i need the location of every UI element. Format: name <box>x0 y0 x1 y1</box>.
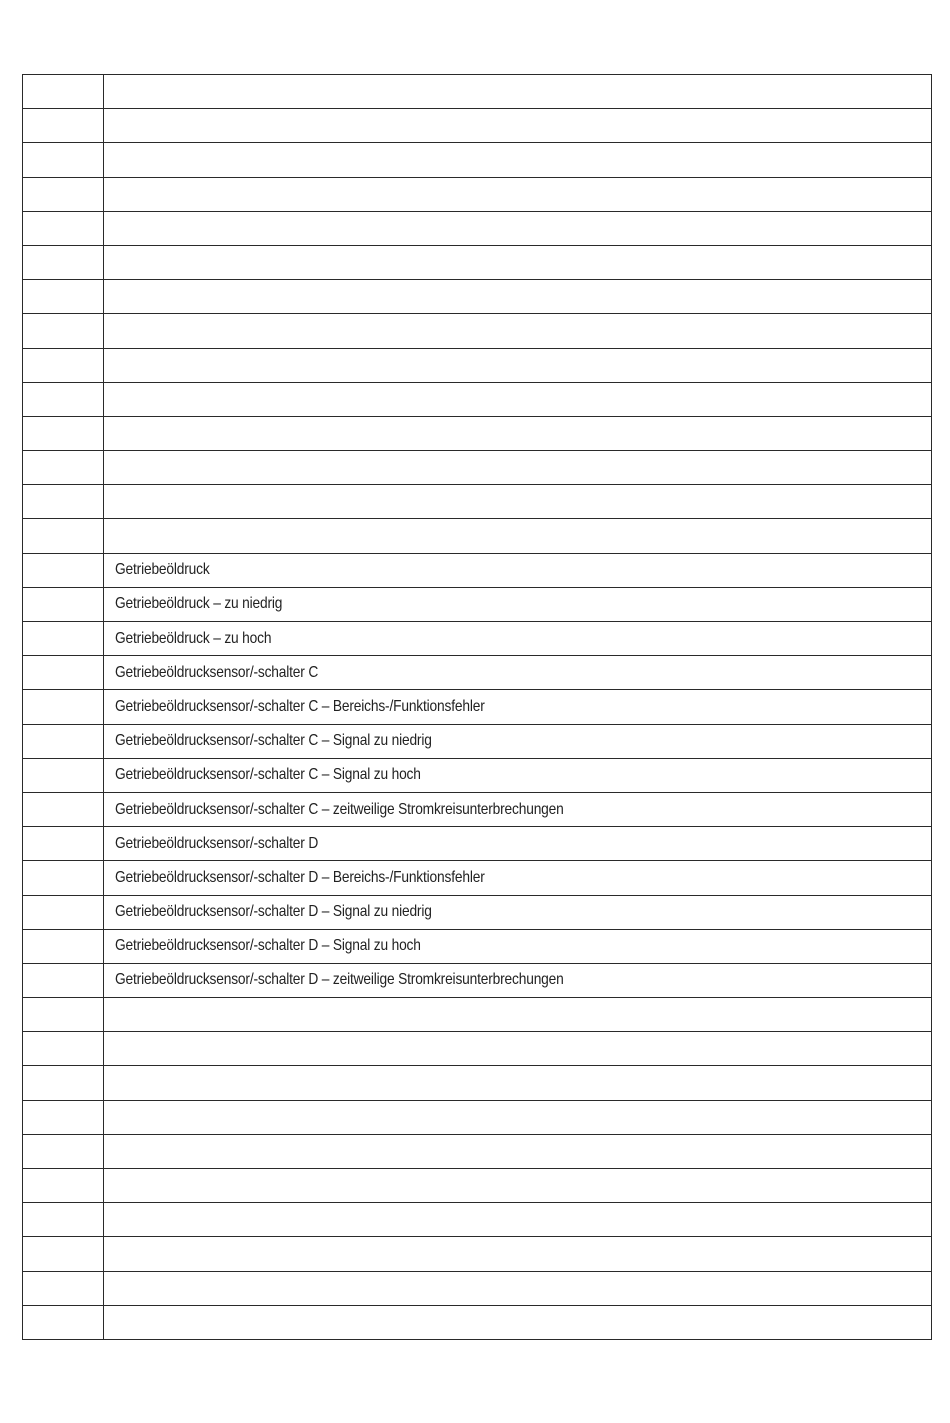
description-text: Getriebeöldrucksensor/-schalter D – Bereichs-/Funktionsfehler <box>115 868 485 886</box>
code-cell <box>23 177 104 211</box>
code-cell <box>23 348 104 382</box>
description-cell <box>104 1271 932 1305</box>
description-cell <box>104 1203 932 1237</box>
table-row <box>23 963 932 997</box>
description-cell <box>104 245 932 279</box>
description-cell <box>104 1305 932 1339</box>
table-row <box>23 1100 932 1134</box>
description-cell <box>104 895 932 929</box>
description-cell <box>104 827 932 861</box>
description-cell <box>104 314 932 348</box>
code-cell <box>23 280 104 314</box>
description-text: Getriebeöldrucksensor/-schalter D <box>115 834 319 852</box>
code-cell <box>23 553 104 587</box>
table-row <box>23 1203 932 1237</box>
description-cell <box>104 416 932 450</box>
table-row <box>23 553 932 587</box>
description-text: Getriebeöldrucksensor/-schalter D – Signal zu hoch <box>115 937 421 955</box>
table-row <box>23 1066 932 1100</box>
code-cell <box>23 519 104 553</box>
description-cell <box>104 1100 932 1134</box>
code-cell <box>23 314 104 348</box>
description-text: Getriebeöldruck – zu hoch <box>115 629 272 647</box>
code-cell <box>23 895 104 929</box>
code-cell <box>23 75 104 109</box>
table-row <box>23 314 932 348</box>
table-row <box>23 382 932 416</box>
table-row <box>23 827 932 861</box>
table-row <box>23 690 932 724</box>
description-cell <box>104 143 932 177</box>
table-row <box>23 75 932 109</box>
description-cell <box>104 758 932 792</box>
code-cell <box>23 758 104 792</box>
description-cell <box>104 485 932 519</box>
table-row <box>23 245 932 279</box>
table-row <box>23 587 932 621</box>
code-cell <box>23 656 104 690</box>
fault-code-table <box>22 74 932 1340</box>
table-row <box>23 109 932 143</box>
table-row <box>23 1169 932 1203</box>
table-body <box>23 75 932 1340</box>
description-cell <box>104 519 932 553</box>
table-row <box>23 656 932 690</box>
table-row <box>23 416 932 450</box>
description-cell <box>104 1032 932 1066</box>
table-row <box>23 348 932 382</box>
description-text: Getriebeöldrucksensor/-schalter C – Signal zu niedrig <box>115 732 432 750</box>
code-cell <box>23 1237 104 1271</box>
code-cell <box>23 998 104 1032</box>
description-text: Getriebeöldrucksensor/-schalter C – Signal zu hoch <box>115 766 421 784</box>
code-cell <box>23 451 104 485</box>
table-row <box>23 211 932 245</box>
table-row <box>23 519 932 553</box>
description-cell <box>104 861 932 895</box>
code-cell <box>23 1066 104 1100</box>
description-cell <box>104 998 932 1032</box>
code-cell <box>23 109 104 143</box>
table-row <box>23 622 932 656</box>
code-cell <box>23 1100 104 1134</box>
description-text: Getriebeöldrucksensor/-schalter C – Bereichs-/Funktionsfehler <box>115 697 485 715</box>
code-cell <box>23 1305 104 1339</box>
description-cell <box>104 1134 932 1168</box>
code-cell <box>23 1032 104 1066</box>
code-cell <box>23 382 104 416</box>
table-row <box>23 895 932 929</box>
description-cell <box>104 75 932 109</box>
table-row <box>23 485 932 519</box>
code-cell <box>23 1271 104 1305</box>
description-cell <box>104 451 932 485</box>
description-cell <box>104 553 932 587</box>
description-cell <box>104 1169 932 1203</box>
code-cell <box>23 929 104 963</box>
description-text: Getriebeöldruck – zu niedrig <box>115 595 283 613</box>
code-cell <box>23 1134 104 1168</box>
table-row <box>23 1032 932 1066</box>
code-cell <box>23 827 104 861</box>
table-row <box>23 792 932 826</box>
table-row <box>23 1237 932 1271</box>
description-cell <box>104 348 932 382</box>
description-cell <box>104 1066 932 1100</box>
description-cell <box>104 929 932 963</box>
table-row <box>23 861 932 895</box>
table-row <box>23 177 932 211</box>
table-row <box>23 451 932 485</box>
description-text: Getriebeöldrucksensor/-schalter C <box>115 663 319 681</box>
description-cell <box>104 587 932 621</box>
table-row <box>23 929 932 963</box>
description-text: Getriebeöldrucksensor/-schalter D – Signal zu niedrig <box>115 903 432 921</box>
description-cell <box>104 1237 932 1271</box>
code-cell <box>23 792 104 826</box>
description-cell <box>104 211 932 245</box>
description-text: Getriebeöldruck <box>115 561 210 579</box>
description-text: Getriebeöldrucksensor/-schalter C – zeitweilige Stromkreisunterbrechungen <box>115 800 564 818</box>
table-row <box>23 724 932 758</box>
table-row <box>23 1305 932 1339</box>
table-row <box>23 758 932 792</box>
table-row <box>23 998 932 1032</box>
table-row <box>23 280 932 314</box>
table-row <box>23 143 932 177</box>
code-cell <box>23 1203 104 1237</box>
description-cell <box>104 690 932 724</box>
code-cell <box>23 963 104 997</box>
description-cell <box>104 622 932 656</box>
description-cell <box>104 280 932 314</box>
description-cell <box>104 177 932 211</box>
description-text: Getriebeöldrucksensor/-schalter D – zeitweilige Stromkreisunterbrechungen <box>115 971 564 989</box>
description-cell <box>104 656 932 690</box>
description-cell <box>104 724 932 758</box>
code-cell <box>23 211 104 245</box>
code-cell <box>23 724 104 758</box>
table-row <box>23 1271 932 1305</box>
table-row <box>23 1134 932 1168</box>
code-cell <box>23 143 104 177</box>
description-cell <box>104 109 932 143</box>
code-cell <box>23 1169 104 1203</box>
code-cell <box>23 861 104 895</box>
code-cell <box>23 587 104 621</box>
code-cell <box>23 485 104 519</box>
code-cell <box>23 416 104 450</box>
description-cell <box>104 792 932 826</box>
code-cell <box>23 690 104 724</box>
description-cell <box>104 382 932 416</box>
code-cell <box>23 245 104 279</box>
description-cell <box>104 963 932 997</box>
code-cell <box>23 622 104 656</box>
